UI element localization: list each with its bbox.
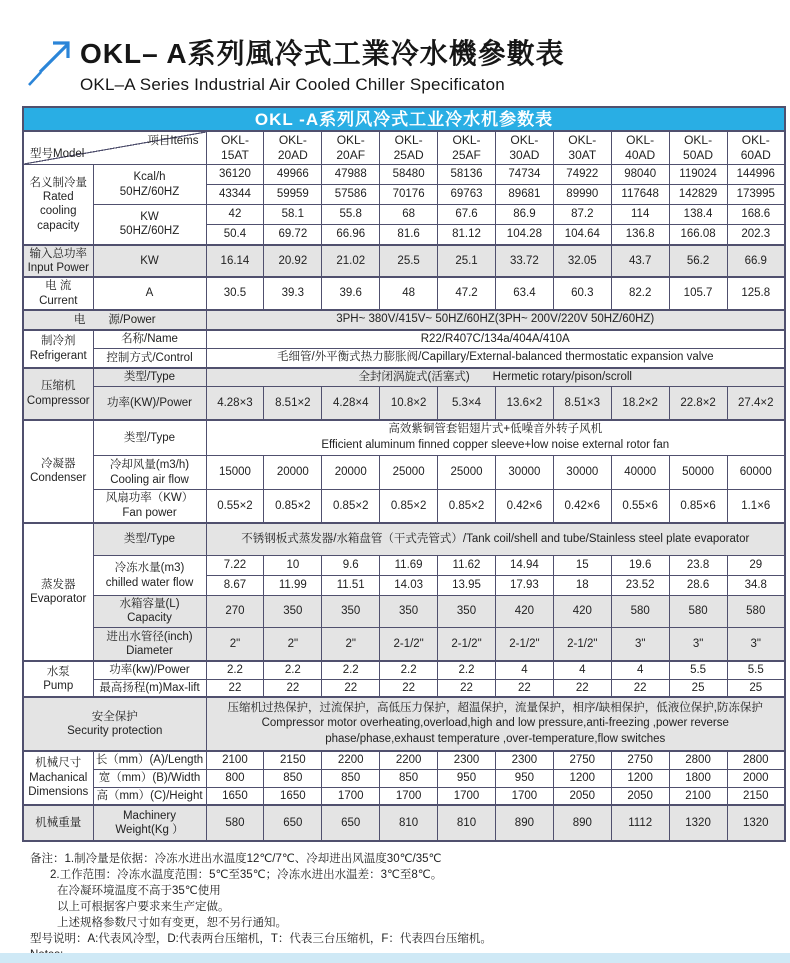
value-cell: 69763: [438, 185, 496, 205]
value-cell: 36120: [206, 165, 264, 185]
table-row: [23, 787, 785, 805]
value-cell: 0.42×6: [495, 490, 553, 523]
item-cell: 冷冻水量(m3) chilled water flow: [93, 556, 206, 596]
value-cell: 30.5: [206, 277, 264, 310]
value-cell: 57586: [322, 185, 380, 205]
note-line: 以上可根据客户要求来生产定做。: [57, 900, 230, 913]
table-row: [23, 387, 785, 420]
value-cell: 800: [206, 769, 264, 787]
span-value-cell: R22/R407C/134a/404A/410A: [206, 330, 785, 349]
value-cell: 47988: [322, 165, 380, 185]
table-row: [23, 349, 785, 368]
model-header-row: [23, 131, 785, 165]
value-cell: 0.85×2: [438, 490, 496, 523]
value-cell: 28.6: [669, 576, 727, 596]
value-cell: 2100: [669, 787, 727, 805]
value-cell: 4: [553, 661, 611, 679]
item-cell: 水箱容量(L) Capacity: [93, 596, 206, 628]
table-row: [23, 245, 785, 278]
span-value-cell: 3PH~ 380V/415V~ 50HZ/60HZ(3PH~ 200V/220V 50HZ/60HZ): [206, 310, 785, 330]
value-cell: 20.92: [264, 245, 322, 278]
item-cell: A: [93, 277, 206, 310]
value-cell: 125.8: [727, 277, 785, 310]
value-cell: 50000: [669, 456, 727, 490]
value-cell: 810: [380, 805, 438, 841]
value-cell: 0.85×2: [264, 490, 322, 523]
category-cell: 输入总功率 Input Power: [23, 245, 93, 278]
note-line: 型号说明：A:代表风冷型，D:代表两台压缩机，T：代表三台压缩机，F：代表四台压缩机。: [30, 932, 492, 945]
value-cell: 14.03: [380, 576, 438, 596]
span-value-cell: 压缩机过热保护，过流保护，高低压力保护，超温保护，流量保护，相序/缺相保护，低液位保护,防冻保护 Compressor motor overheating,overload,high and low pressure,anti-freezing ,power reverse phase/phase,exhaust temperature ,over-temperature,flow switches: [206, 697, 785, 751]
item-cell: 控制方式/Control: [93, 349, 206, 368]
span-value-cell: 高效紫铜管套铝翅片式+低噪音外转子风机 Efficient aluminum finned copper sleeve+low noise external rotor fan: [206, 420, 785, 456]
value-cell: 14.94: [495, 556, 553, 576]
value-cell: 70176: [380, 185, 438, 205]
corner-cell: [23, 131, 206, 165]
value-cell: 55.8: [322, 205, 380, 225]
value-cell: 8.51×3: [553, 387, 611, 420]
value-cell: 3": [727, 627, 785, 661]
value-cell: 25: [727, 679, 785, 697]
value-cell: 15000: [206, 456, 264, 490]
value-cell: 22: [553, 679, 611, 697]
value-cell: 0.85×2: [322, 490, 380, 523]
value-cell: 2-1/2": [495, 627, 553, 661]
value-cell: 2.2: [380, 661, 438, 679]
value-cell: 168.6: [727, 205, 785, 225]
value-cell: 8.51×2: [264, 387, 322, 420]
value-cell: 2750: [611, 751, 669, 769]
value-cell: 0.85×2: [380, 490, 438, 523]
table-row: [23, 420, 785, 456]
value-cell: 166.08: [669, 225, 727, 245]
item-cell: 类型/Type: [93, 420, 206, 456]
value-cell: 2150: [264, 751, 322, 769]
table-row: [23, 805, 785, 841]
value-cell: 2.2: [206, 661, 264, 679]
value-cell: 350: [380, 596, 438, 628]
value-cell: 580: [669, 596, 727, 628]
value-cell: 67.6: [438, 205, 496, 225]
value-cell: 29: [727, 556, 785, 576]
value-cell: 22: [611, 679, 669, 697]
value-cell: 98040: [611, 165, 669, 185]
value-cell: 59959: [264, 185, 322, 205]
value-cell: 4.28×3: [206, 387, 264, 420]
value-cell: 48: [380, 277, 438, 310]
value-cell: 2050: [553, 787, 611, 805]
value-cell: 81.6: [380, 225, 438, 245]
value-cell: 19.6: [611, 556, 669, 576]
value-cell: 25000: [380, 456, 438, 490]
table-row: [23, 751, 785, 769]
table-row: [23, 523, 785, 556]
item-cell: 冷却风量(m3/h) Cooling air flow: [93, 456, 206, 490]
model-header-cell: OKL- 25AD: [380, 131, 438, 165]
value-cell: 7.22: [206, 556, 264, 576]
value-cell: 25000: [438, 456, 496, 490]
value-cell: 32.05: [553, 245, 611, 278]
model-header-cell: OKL- 60AD: [727, 131, 785, 165]
corner-items-label: 项目Items: [147, 135, 199, 147]
value-cell: 2-1/2": [380, 627, 438, 661]
value-cell: 104.64: [553, 225, 611, 245]
span-value-cell: 毛细管/外平衡式热力膨胀阀/Capillary/External-balanced thermostatic expansion valve: [206, 349, 785, 368]
model-header-cell: OKL- 20AD: [264, 131, 322, 165]
value-cell: 49966: [264, 165, 322, 185]
value-cell: 2-1/2": [438, 627, 496, 661]
category-cell: 压缩机 Compressor: [23, 368, 93, 420]
table-row: [23, 368, 785, 387]
table-row: [23, 165, 785, 185]
value-cell: 2150: [727, 787, 785, 805]
value-cell: 2800: [669, 751, 727, 769]
value-cell: 0.55×2: [206, 490, 264, 523]
value-cell: 11.62: [438, 556, 496, 576]
item-cell: 高（mm）(C)/Height: [93, 787, 206, 805]
item-cell: 功率(kw)/Power: [93, 661, 206, 679]
value-cell: 119024: [669, 165, 727, 185]
table-row: [23, 661, 785, 679]
table-row: [23, 679, 785, 697]
category-cell: 蒸发器 Evaporator: [23, 523, 93, 662]
value-cell: 2.2: [264, 661, 322, 679]
value-cell: 2300: [438, 751, 496, 769]
notes: [30, 851, 790, 963]
value-cell: 87.2: [553, 205, 611, 225]
value-cell: 58136: [438, 165, 496, 185]
value-cell: 2300: [495, 751, 553, 769]
value-cell: 142829: [669, 185, 727, 205]
value-cell: 86.9: [495, 205, 553, 225]
value-cell: 270: [206, 596, 264, 628]
category-cell: 名义制冷量 Rated cooling capacity: [23, 165, 93, 245]
value-cell: 850: [322, 769, 380, 787]
value-cell: 56.2: [669, 245, 727, 278]
span-value-cell: 不锈钢板式蒸发器/水箱盘管（干式壳管式）/Tank coil/shell and tube/Stainless steel plate evaporator: [206, 523, 785, 556]
value-cell: 105.7: [669, 277, 727, 310]
value-cell: 2750: [553, 751, 611, 769]
value-cell: 350: [438, 596, 496, 628]
value-cell: 580: [611, 596, 669, 628]
value-cell: 136.8: [611, 225, 669, 245]
value-cell: 1700: [438, 787, 496, 805]
value-cell: 22: [380, 679, 438, 697]
value-cell: 580: [727, 596, 785, 628]
value-cell: 22: [495, 679, 553, 697]
note-line: 备注：1.制冷量是依据：冷冻水进出水温度12℃/7℃、冷却进出风温度30℃/35℃: [30, 852, 442, 865]
item-cell: 进出水管径(inch) Diameter: [93, 627, 206, 661]
value-cell: 13.6×2: [495, 387, 553, 420]
value-cell: 16.14: [206, 245, 264, 278]
item-cell: KW 50HZ/60HZ: [93, 205, 206, 245]
value-cell: 58.1: [264, 205, 322, 225]
value-cell: 5.5: [669, 661, 727, 679]
diagonal-arrow-icon: [26, 36, 76, 88]
value-cell: 1650: [206, 787, 264, 805]
value-cell: 18: [553, 576, 611, 596]
value-cell: 89990: [553, 185, 611, 205]
value-cell: 1700: [495, 787, 553, 805]
value-cell: 850: [380, 769, 438, 787]
value-cell: 890: [495, 805, 553, 841]
page-header: [26, 32, 790, 95]
value-cell: 30000: [553, 456, 611, 490]
table-row: [23, 556, 785, 576]
value-cell: 3": [669, 627, 727, 661]
value-cell: 22: [264, 679, 322, 697]
value-cell: 1200: [611, 769, 669, 787]
value-cell: 23.8: [669, 556, 727, 576]
model-header-cell: OKL- 30AT: [553, 131, 611, 165]
value-cell: 10: [264, 556, 322, 576]
item-cell: Machinery Weight(Kg ）: [93, 805, 206, 841]
value-cell: 66.9: [727, 245, 785, 278]
page-title-cn: OKL– A系列風冷式工業冷水機參數表: [80, 38, 565, 69]
page-title-en: OKL–A Series Industrial Air Cooled Chiller Specificaton: [80, 75, 505, 94]
table-row: [23, 627, 785, 661]
value-cell: 890: [553, 805, 611, 841]
value-cell: 850: [264, 769, 322, 787]
value-cell: 1320: [669, 805, 727, 841]
value-cell: 25.5: [380, 245, 438, 278]
value-cell: 9.6: [322, 556, 380, 576]
table-row: [23, 310, 785, 330]
value-cell: 33.72: [495, 245, 553, 278]
value-cell: 580: [206, 805, 264, 841]
value-cell: 39.3: [264, 277, 322, 310]
spec-table: [22, 130, 786, 842]
value-cell: 1320: [727, 805, 785, 841]
value-cell: 2": [264, 627, 322, 661]
value-cell: 40000: [611, 456, 669, 490]
value-cell: 11.69: [380, 556, 438, 576]
corner-model-label: 型号Model: [30, 147, 85, 160]
model-header-cell: OKL- 40AD: [611, 131, 669, 165]
value-cell: 63.4: [495, 277, 553, 310]
value-cell: 0.85×6: [669, 490, 727, 523]
item-cell: 类型/Type: [93, 368, 206, 387]
value-cell: 5.5: [727, 661, 785, 679]
note-line: 2.工作范围：冷冻水温度范围：5℃至35℃；冷冻水进出水温差：3℃至8℃。: [50, 868, 443, 881]
category-cell: 安全保护 Security protection: [23, 697, 206, 751]
value-cell: 22: [206, 679, 264, 697]
value-cell: 68: [380, 205, 438, 225]
value-cell: 2": [206, 627, 264, 661]
value-cell: 2000: [727, 769, 785, 787]
table-row: [23, 277, 785, 310]
table-row: [23, 490, 785, 523]
value-cell: 2800: [727, 751, 785, 769]
model-header-cell: OKL- 50AD: [669, 131, 727, 165]
value-cell: 22: [322, 679, 380, 697]
item-cell: 类型/Type: [93, 523, 206, 556]
value-cell: 39.6: [322, 277, 380, 310]
value-cell: 650: [322, 805, 380, 841]
value-cell: 69.72: [264, 225, 322, 245]
value-cell: 58480: [380, 165, 438, 185]
value-cell: 0.55×6: [611, 490, 669, 523]
bottom-strip: [0, 953, 790, 963]
value-cell: 420: [495, 596, 553, 628]
value-cell: 82.2: [611, 277, 669, 310]
value-cell: 117648: [611, 185, 669, 205]
category-cell: 制冷剂 Refrigerant: [23, 330, 93, 368]
value-cell: 10.8×2: [380, 387, 438, 420]
value-cell: 20000: [322, 456, 380, 490]
value-cell: 202.3: [727, 225, 785, 245]
value-cell: 144996: [727, 165, 785, 185]
value-cell: 47.2: [438, 277, 496, 310]
value-cell: 15: [553, 556, 611, 576]
value-cell: 18.2×2: [611, 387, 669, 420]
value-cell: 2.2: [438, 661, 496, 679]
value-cell: 74734: [495, 165, 553, 185]
value-cell: 66.96: [322, 225, 380, 245]
value-cell: 25: [669, 679, 727, 697]
category-cell: 冷凝器 Condenser: [23, 420, 93, 523]
value-cell: 22.8×2: [669, 387, 727, 420]
value-cell: 13.95: [438, 576, 496, 596]
model-header-cell: OKL- 30AD: [495, 131, 553, 165]
item-cell: 最高扬程(m)Max-lift: [93, 679, 206, 697]
value-cell: 20000: [264, 456, 322, 490]
value-cell: 11.99: [264, 576, 322, 596]
value-cell: 11.51: [322, 576, 380, 596]
spec-table-wrap: [22, 106, 786, 842]
table-row: [23, 205, 785, 225]
item-cell: Kcal/h 50HZ/60HZ: [93, 165, 206, 205]
value-cell: 138.4: [669, 205, 727, 225]
item-cell: KW: [93, 245, 206, 278]
category-cell: 水泵 Pump: [23, 661, 93, 697]
value-cell: 420: [553, 596, 611, 628]
table-row: [23, 769, 785, 787]
value-cell: 23.52: [611, 576, 669, 596]
item-cell: 风扇功率（KW） Fan power: [93, 490, 206, 523]
item-cell: 宽（mm）(B)/Width: [93, 769, 206, 787]
value-cell: 114: [611, 205, 669, 225]
value-cell: 17.93: [495, 576, 553, 596]
value-cell: 2-1/2": [553, 627, 611, 661]
value-cell: 25.1: [438, 245, 496, 278]
category-cell: 电 流 Current: [23, 277, 93, 310]
value-cell: 27.4×2: [727, 387, 785, 420]
value-cell: 2": [322, 627, 380, 661]
model-header-cell: OKL- 25AF: [438, 131, 496, 165]
value-cell: 42: [206, 205, 264, 225]
table-row: [23, 596, 785, 628]
value-cell: 1112: [611, 805, 669, 841]
value-cell: 21.02: [322, 245, 380, 278]
value-cell: 1700: [380, 787, 438, 805]
table-title-bar: OKL -A系列风冷式工业冷水机参数表: [22, 106, 786, 130]
table-row: [23, 697, 785, 751]
item-cell: 功率(KW)/Power: [93, 387, 206, 420]
model-header-cell: OKL- 20AF: [322, 131, 380, 165]
value-cell: 2200: [380, 751, 438, 769]
value-cell: 1650: [264, 787, 322, 805]
value-cell: 22: [438, 679, 496, 697]
value-cell: 3": [611, 627, 669, 661]
category-cell: 机械尺寸 Machanical Dimensions: [23, 751, 93, 805]
value-cell: 104.28: [495, 225, 553, 245]
page-title-block: [80, 32, 565, 95]
value-cell: 50.4: [206, 225, 264, 245]
value-cell: 60000: [727, 456, 785, 490]
value-cell: 173995: [727, 185, 785, 205]
value-cell: 0.42×6: [553, 490, 611, 523]
value-cell: 4: [611, 661, 669, 679]
model-header-cell: OKL- 15AT: [206, 131, 264, 165]
item-cell: 名称/Name: [93, 330, 206, 349]
value-cell: 1.1×6: [727, 490, 785, 523]
value-cell: 350: [322, 596, 380, 628]
value-cell: 350: [264, 596, 322, 628]
table-row: [23, 456, 785, 490]
value-cell: 650: [264, 805, 322, 841]
value-cell: 8.67: [206, 576, 264, 596]
value-cell: 1800: [669, 769, 727, 787]
value-cell: 2.2: [322, 661, 380, 679]
table-row: [23, 330, 785, 349]
category-cell: 电 源/Power: [23, 310, 206, 330]
value-cell: 60.3: [553, 277, 611, 310]
value-cell: 43344: [206, 185, 264, 205]
value-cell: 5.3×4: [438, 387, 496, 420]
value-cell: 4: [495, 661, 553, 679]
value-cell: 1700: [322, 787, 380, 805]
value-cell: 43.7: [611, 245, 669, 278]
value-cell: 2200: [322, 751, 380, 769]
value-cell: 810: [438, 805, 496, 841]
value-cell: 2050: [611, 787, 669, 805]
value-cell: 950: [495, 769, 553, 787]
category-cell: 机械重量: [23, 805, 93, 841]
value-cell: 89681: [495, 185, 553, 205]
value-cell: 2100: [206, 751, 264, 769]
value-cell: 74922: [553, 165, 611, 185]
span-value-cell: 全封闭涡旋式(活塞式) Hermetic rotary/pison/scroll: [206, 368, 785, 387]
note-line: 上述规格参数尺寸如有变更，恕不另行通知。: [57, 916, 287, 929]
value-cell: 30000: [495, 456, 553, 490]
value-cell: 34.8: [727, 576, 785, 596]
value-cell: 950: [438, 769, 496, 787]
value-cell: 1200: [553, 769, 611, 787]
value-cell: 81.12: [438, 225, 496, 245]
item-cell: 长（mm）(A)/Length: [93, 751, 206, 769]
value-cell: 4.28×4: [322, 387, 380, 420]
note-line: 在冷凝环境温度不高于35℃使用: [57, 884, 221, 897]
